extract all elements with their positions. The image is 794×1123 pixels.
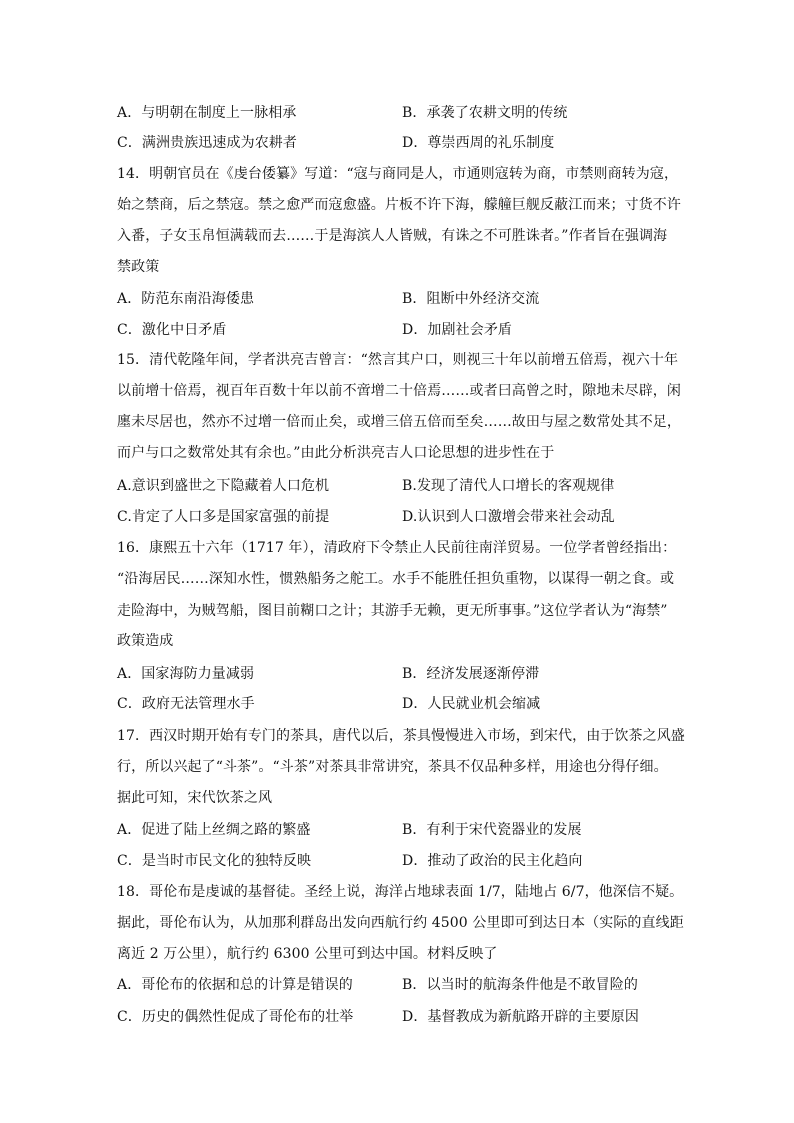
q13-option-a: A．与明朝在制度上一脉相承 (117, 105, 297, 121)
q15-stem-line-2: 以前增十倍焉，视百年百数十年以前不啻增二十倍焉……或者曰高曾之时，隙地未尽辟，闲 (117, 383, 681, 399)
q18-stem-line-2: 据此，哥伦布认为，从加那利群岛出发向西航行约 4500 公里即可到达日本（实际的直线距 (117, 915, 684, 931)
q14-option-a: A．防范东南沿海倭患 (117, 291, 255, 307)
q16-option-c: C．政府无法管理水手 (117, 696, 255, 712)
q13-option-d: D．尊崇西周的礼乐制度 (402, 135, 555, 151)
q14-stem-line-2: 始之禁商，后之禁寇。禁之愈严而寇愈盛。片板不许下海，艨艟巨舰反蔽江而来；寸货不许 (117, 197, 681, 213)
q16-option-d: D．人民就业机会缩减 (402, 696, 541, 712)
q18-option-a: A．哥伦布的依据和总的计算是错误的 (117, 977, 353, 993)
q17-option-d: D．推动了政治的民主化趋向 (402, 853, 583, 869)
q17-stem-line-3: 据此可知，宋代饮茶之风 (117, 790, 273, 806)
q15-stem-line-4: 而户与口之数常处其有余也。”由此分析洪亮吉人口论思想的进步性在于 (117, 445, 555, 461)
q16-stem-line-1: 16．康熙五十六年（1717 年），清政府下令禁止人民前往南洋贸易。一位学者曾经指出： (117, 540, 677, 556)
q15-option-a: A.意识到盛世之下隐藏着人口危机 (117, 478, 330, 494)
q17-option-a: A．促进了陆上丝绸之路的繁盛 (117, 822, 311, 838)
q18-option-c: C．历史的偶然性促成了哥伦布的壮举 (117, 1009, 354, 1025)
q17-stem-line-2: 行，所以兴起了“斗茶”。“斗茶”对茶具非常讲究，茶具不仅品种多样，用途也分得仔细。 (117, 759, 668, 775)
q15-option-c: C.肯定了人口多是国家富强的前提 (117, 509, 330, 525)
q16-option-b: B．经济发展逐渐停滞 (402, 666, 540, 682)
q18-option-d: D．基督教成为新航路开辟的主要原因 (402, 1009, 639, 1025)
q16-option-a: A．国家海防力量减弱 (117, 666, 255, 682)
q15-option-d: D.认识到人口激增会带来社会动乱 (402, 509, 615, 525)
q17-option-b: B．有利于宋代瓷器业的发展 (402, 822, 582, 838)
q14-stem-line-1: 14．明朝官员在《虔台倭纂》写道：“寇与商同是人，市通则寇转为商，市禁则商转为寇， (117, 166, 679, 182)
q14-option-c: C．激化中日矛盾 (117, 322, 227, 338)
q16-stem-line-4: 政策造成 (117, 633, 174, 649)
q14-option-b: B．阻断中外经济交流 (402, 291, 540, 307)
q16-stem-line-3: 走险海中，为贼驾船，图目前糊口之计；其游手无赖，更无所事事。”这位学者认为“海禁” (117, 603, 668, 619)
q17-stem-line-1: 17．西汉时期开始有专门的茶具，唐代以后，茶具慢慢进入市场，到宋代，由于饮茶之风盛 (117, 728, 685, 744)
q15-option-b: B.发现了清代人口增长的客观规律 (402, 478, 615, 494)
q14-stem-line-3: 入番，子女玉帛恒满载而去……于是海滨人人皆贼，有诛之不可胜诛者。”作者旨在强调海 (117, 228, 668, 244)
q14-option-d: D．加剧社会矛盾 (402, 322, 513, 338)
q15-stem-line-1: 15．清代乾隆年间，学者洪亮吉曾言：“然言其户口，则视三十年以前增五倍焉，视六十年 (117, 352, 679, 368)
q17-option-c: C．是当时市民文化的独特反映 (117, 853, 312, 869)
q16-stem-line-2: “沿海居民……深知水性，惯熟船务之舵工。水手不能胜任担负重物，以谋得一朝之食。或 (117, 571, 675, 587)
q14-stem-line-4: 禁政策 (117, 259, 160, 275)
q18-stem-line-1: 18．哥伦布是虔诚的基督徒。圣经上说，海洋占地球表面 1/7，陆地占 6/7，他深信不疑。 (117, 884, 684, 900)
q15-stem-line-3: 廛未尽居也，然亦不过增一倍而止矣，或增三倍五倍而至矣……故田与屋之数常处其不足， (117, 414, 681, 430)
q18-stem-line-3: 离近 2 万公里），航行约 6300 公里可到达中国。材料反映了 (117, 946, 498, 962)
q13-option-c: C．满洲贵族迅速成为农耕者 (117, 135, 298, 151)
q18-option-b: B．以当时的航海条件他是不敢冒险的 (402, 977, 638, 993)
q13-option-b: B．承袭了农耕文明的传统 (402, 105, 568, 121)
